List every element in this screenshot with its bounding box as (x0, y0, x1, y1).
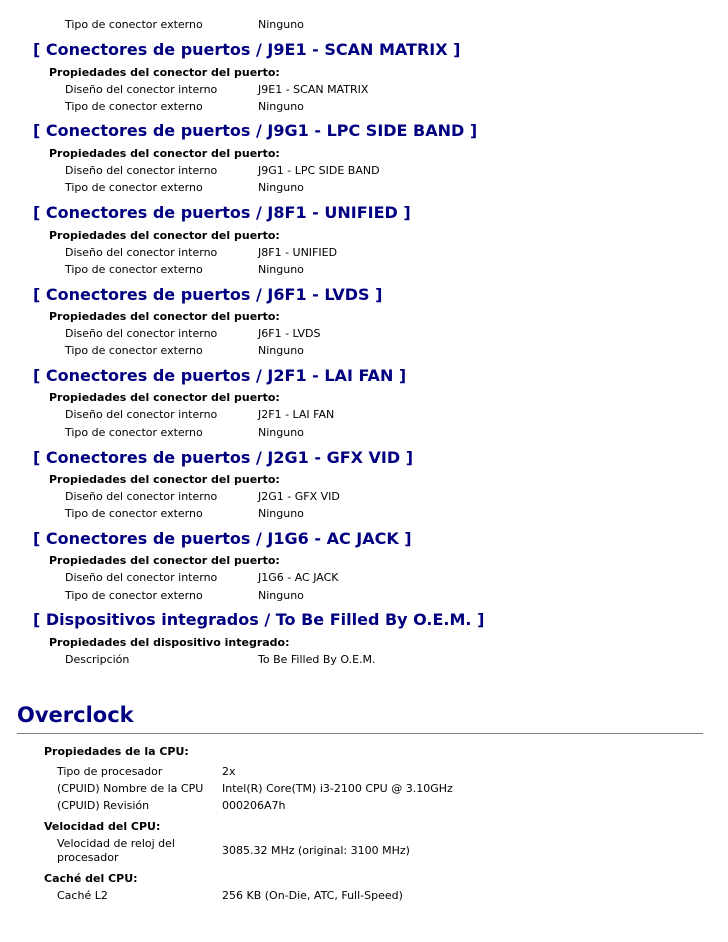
section-title: [ Conectores de puertos / J1G6 - AC JACK ] (33, 529, 412, 548)
section-subheader: Propiedades del conector del puerto: (49, 229, 280, 242)
section-subheader: Propiedades del conector del puerto: (49, 473, 280, 486)
section-subheader: Propiedades del conector del puerto: (49, 66, 280, 79)
property-key: Tipo de procesador (57, 765, 163, 778)
group-subheader: Velocidad del CPU: (44, 820, 161, 833)
property-key: Tipo de conector externo (65, 344, 203, 357)
property-value: Ninguno (258, 18, 304, 31)
property-key: Tipo de conector externo (65, 589, 203, 602)
property-key: Tipo de conector externo (65, 181, 203, 194)
property-key: (CPUID) Revisión (57, 799, 150, 812)
section-subheader: Propiedades del dispositivo integrado: (49, 636, 290, 649)
group-subheader: Caché del CPU: (44, 872, 138, 885)
property-value: Ninguno (258, 181, 304, 194)
property-value: To Be Filled By O.E.M. (258, 653, 376, 666)
section-title: [ Conectores de puertos / J9E1 - SCAN MATRIX ] (33, 40, 461, 59)
property-key: Diseño del conector interno (65, 327, 218, 340)
property-value: J1G6 - AC JACK (258, 571, 339, 584)
property-value: J6F1 - LVDS (258, 327, 321, 340)
section-title: [ Conectores de puertos / J2F1 - LAI FAN ] (33, 366, 407, 385)
heading-divider (17, 733, 703, 734)
section-title: [ Conectores de puertos / J8F1 - UNIFIED ] (33, 203, 411, 222)
overclock-heading: Overclock (17, 703, 134, 727)
section-subheader: Propiedades del conector del puerto: (49, 310, 280, 323)
section-title: [ Conectores de puertos / J2G1 - GFX VID ] (33, 448, 414, 467)
property-value: J2F1 - LAI FAN (258, 408, 335, 421)
property-value: J8F1 - UNIFIED (258, 246, 338, 259)
property-key: Caché L2 (57, 889, 108, 902)
property-value: Ninguno (258, 344, 304, 357)
property-value: 256 KB (On-Die, ATC, Full-Speed) (222, 889, 403, 902)
property-key: Descripción (65, 653, 130, 666)
property-key: Diseño del conector interno (65, 83, 218, 96)
section-title: [ Conectores de puertos / J9G1 - LPC SIDE BAND ] (33, 121, 478, 140)
property-key: Tipo de conector externo (65, 263, 203, 276)
property-value: 3085.32 MHz (original: 3100 MHz) (222, 844, 410, 857)
property-key: (CPUID) Nombre de la CPU (57, 782, 204, 795)
property-value: 2x (222, 765, 236, 778)
property-value: 000206A7h (222, 799, 286, 812)
section-subheader: Propiedades del conector del puerto: (49, 554, 280, 567)
property-value: Ninguno (258, 426, 304, 439)
property-value: Ninguno (258, 100, 304, 113)
property-key: Diseño del conector interno (65, 164, 218, 177)
property-key: Velocidad de reloj del procesador (57, 837, 175, 864)
section-title: [ Dispositivos integrados / To Be Filled By O.E.M. ] (33, 610, 485, 629)
property-key: Diseño del conector interno (65, 246, 218, 259)
property-value: Intel(R) Core(TM) i3-2100 CPU @ 3.10GHz (222, 782, 453, 795)
property-value: Ninguno (258, 507, 304, 520)
group-subheader: Propiedades de la CPU: (44, 745, 189, 758)
property-value: J2G1 - GFX VID (258, 490, 340, 503)
property-key: Diseño del conector interno (65, 408, 218, 421)
property-key: Tipo de conector externo (65, 100, 203, 113)
property-key: Tipo de conector externo (65, 18, 203, 31)
property-key: Diseño del conector interno (65, 490, 218, 503)
property-value: Ninguno (258, 589, 304, 602)
property-key: Tipo de conector externo (65, 507, 203, 520)
property-value: J9E1 - SCAN MATRIX (258, 83, 369, 96)
property-value: Ninguno (258, 263, 304, 276)
section-subheader: Propiedades del conector del puerto: (49, 391, 280, 404)
property-key: Tipo de conector externo (65, 426, 203, 439)
section-title: [ Conectores de puertos / J6F1 - LVDS ] (33, 285, 383, 304)
property-key: Diseño del conector interno (65, 571, 218, 584)
section-subheader: Propiedades del conector del puerto: (49, 147, 280, 160)
property-value: J9G1 - LPC SIDE BAND (258, 164, 380, 177)
